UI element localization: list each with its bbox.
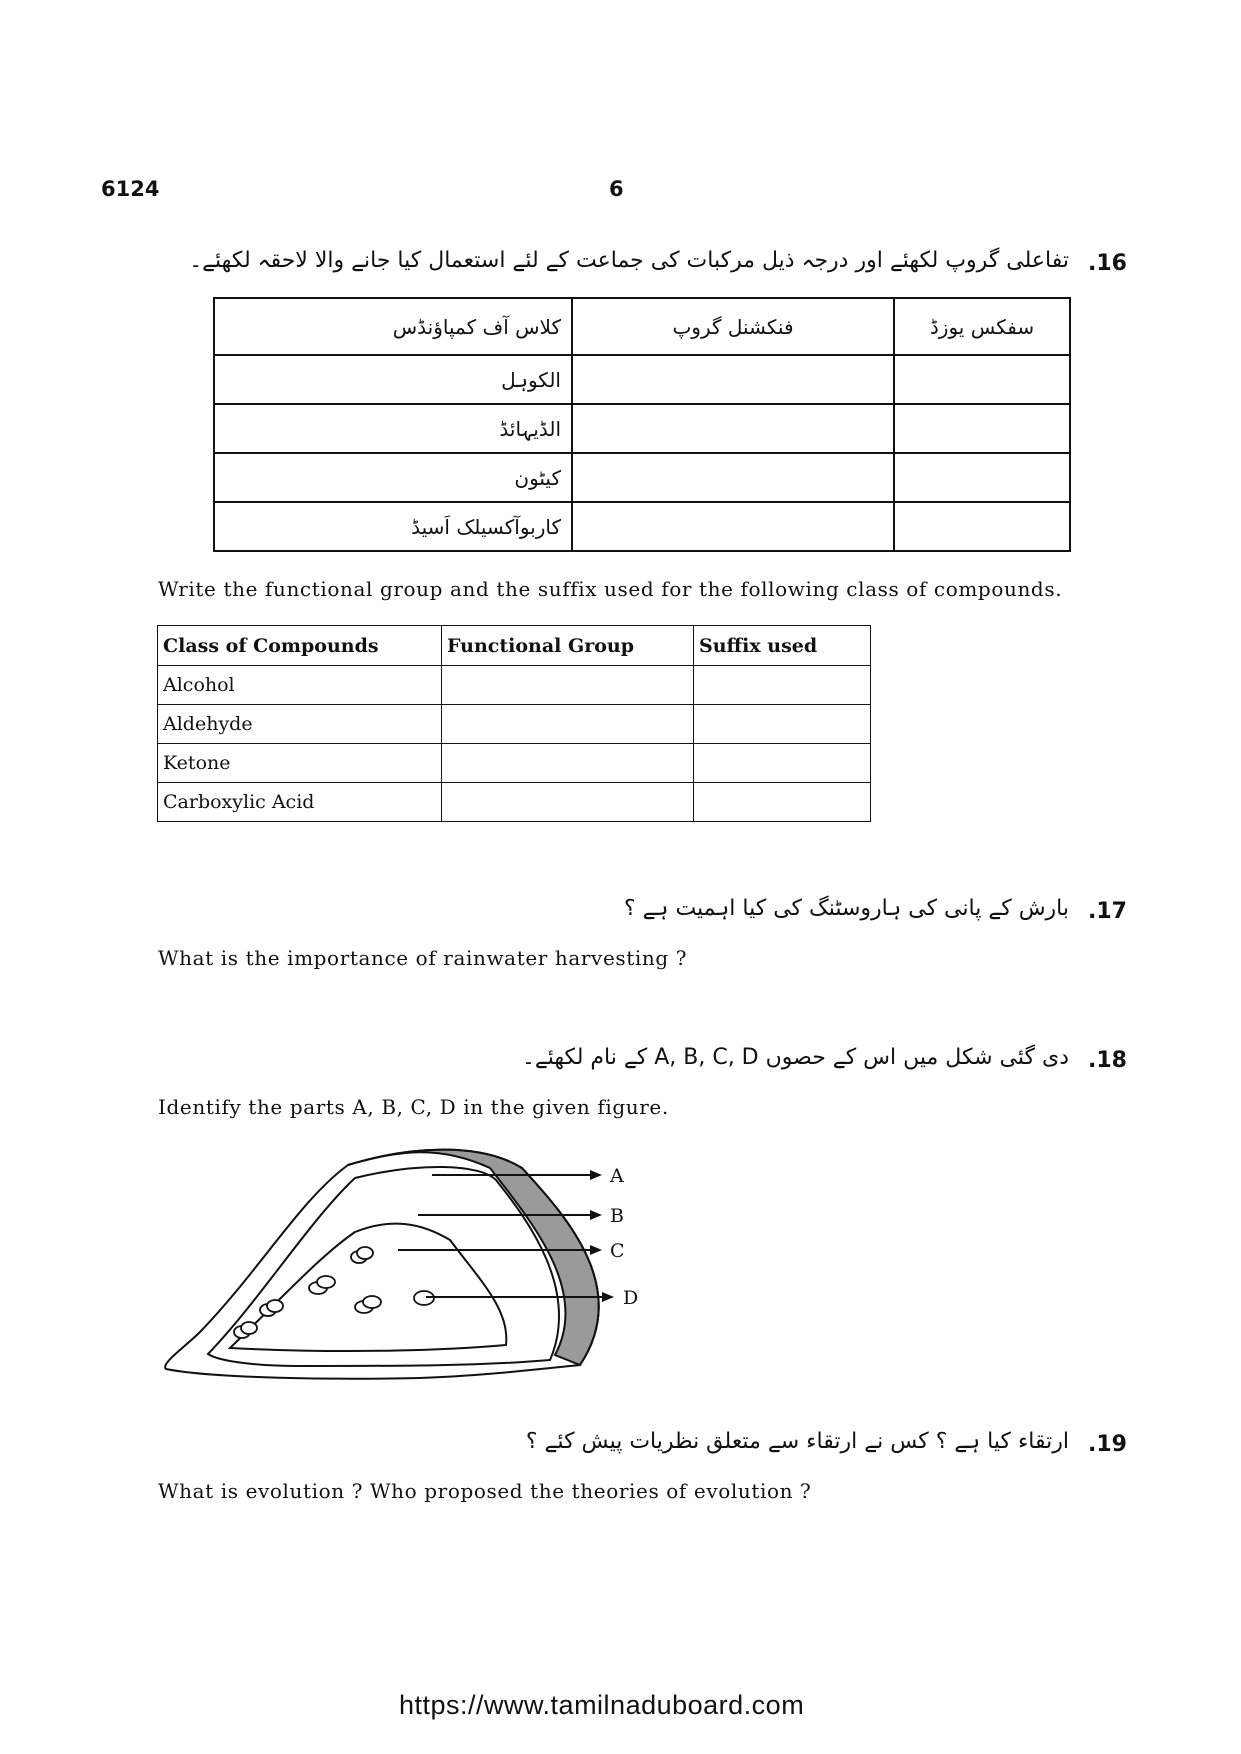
english-table-blank-cell[interactable] [442, 783, 694, 822]
english-table-header: Class of Compounds [158, 626, 442, 666]
urdu-table-row [214, 453, 1070, 502]
figure-inner-layer [230, 1224, 506, 1351]
urdu-table-header: سفکس یوزڈ [894, 298, 1070, 355]
urdu-table-blank-cell[interactable] [894, 453, 1070, 502]
urdu-table-cell: کاربوآکسیلک اَسیڈ [214, 502, 572, 551]
english-table-blank-cell[interactable] [694, 666, 871, 705]
urdu-table-header: فنکشنل گروپ [572, 298, 894, 355]
english-table-row [158, 744, 871, 783]
english-table-blank-cell[interactable] [694, 705, 871, 744]
footer-url[interactable]: https://www.tamilnaduboard.com [399, 1690, 805, 1720]
q16-english-table [157, 625, 871, 822]
english-table-header: Suffix used [694, 626, 871, 666]
q18-figure [150, 1140, 670, 1390]
english-table-header: Functional Group [442, 626, 694, 666]
q16-urdu-table [213, 297, 1071, 552]
q19-number: .19 [1088, 1432, 1127, 1457]
urdu-table-cell: کیٹون [214, 453, 572, 502]
english-table-cell: Ketone [158, 744, 442, 783]
urdu-table-header: کلاس آف کمپاؤنڈس [214, 298, 572, 355]
figure-label-b: B [610, 1205, 624, 1227]
q18-urdu-text: دی گئی شکل میں اس کے حصوں A, B, C, D کے نام لکھئے۔ [522, 1045, 1069, 1070]
urdu-table-blank-cell[interactable] [572, 404, 894, 453]
q17-urdu-text: بارش کے پانی کی ہاروسٹنگ کی کیا اہمیت ہے ؟ [624, 896, 1069, 921]
q16-number: .16 [1088, 251, 1127, 276]
urdu-table-blank-cell[interactable] [894, 502, 1070, 551]
q16-urdu-text: تفاعلی گروپ لکھئے اور درجہ ذیل مرکبات کی جماعت کے لئے استعمال کیا جانے والا لاحقہ لکھئے۔ [189, 248, 1069, 273]
q17-number: .17 [1088, 899, 1127, 924]
urdu-table-blank-cell[interactable] [572, 355, 894, 404]
urdu-table-blank-cell[interactable] [572, 453, 894, 502]
urdu-table-cell: الکوہل [214, 355, 572, 404]
english-table-row [158, 783, 871, 822]
english-table-blank-cell[interactable] [442, 705, 694, 744]
english-table-blank-cell[interactable] [442, 666, 694, 705]
page-number: 6 [609, 177, 624, 201]
q18-number: .18 [1088, 1048, 1127, 1073]
q19-english-text: What is evolution ? Who proposed the theories of evolution ? [158, 1479, 812, 1503]
figure-label-d: D [623, 1287, 639, 1309]
english-table-blank-cell[interactable] [694, 744, 871, 783]
figure-label-c: C [610, 1240, 625, 1262]
q18-english-text: Identify the parts A, B, C, D in the given figure. [158, 1095, 669, 1119]
english-table-blank-cell[interactable] [442, 744, 694, 783]
english-table-header-row [158, 626, 871, 666]
urdu-table-blank-cell[interactable] [894, 404, 1070, 453]
q17-english-text: What is the importance of rainwater harvesting ? [158, 946, 688, 970]
q16-english-text: Write the functional group and the suffix used for the following class of compounds. [158, 577, 1063, 601]
urdu-table-cell: الڈیہائڈ [214, 404, 572, 453]
urdu-table-blank-cell[interactable] [894, 355, 1070, 404]
urdu-table-row [214, 355, 1070, 404]
urdu-table-row [214, 502, 1070, 551]
english-table-row [158, 705, 871, 744]
english-table-cell: Alcohol [158, 666, 442, 705]
urdu-table-header-row [214, 298, 1070, 355]
english-table-blank-cell[interactable] [694, 783, 871, 822]
figure-outer-layer [348, 1150, 599, 1365]
urdu-table-row [214, 404, 1070, 453]
english-table-row [158, 666, 871, 705]
english-table-cell: Aldehyde [158, 705, 442, 744]
paper-code: 6124 [101, 177, 160, 201]
figure-label-a: A [610, 1165, 624, 1187]
urdu-table-blank-cell[interactable] [572, 502, 894, 551]
q19-urdu-text: ارتقاء کیا ہے ؟ کس نے ارتقاء سے متعلق نظریات پیش کئے ؟ [525, 1429, 1069, 1454]
figure-organelles [234, 1247, 434, 1338]
english-table-cell: Carboxylic Acid [158, 783, 442, 822]
